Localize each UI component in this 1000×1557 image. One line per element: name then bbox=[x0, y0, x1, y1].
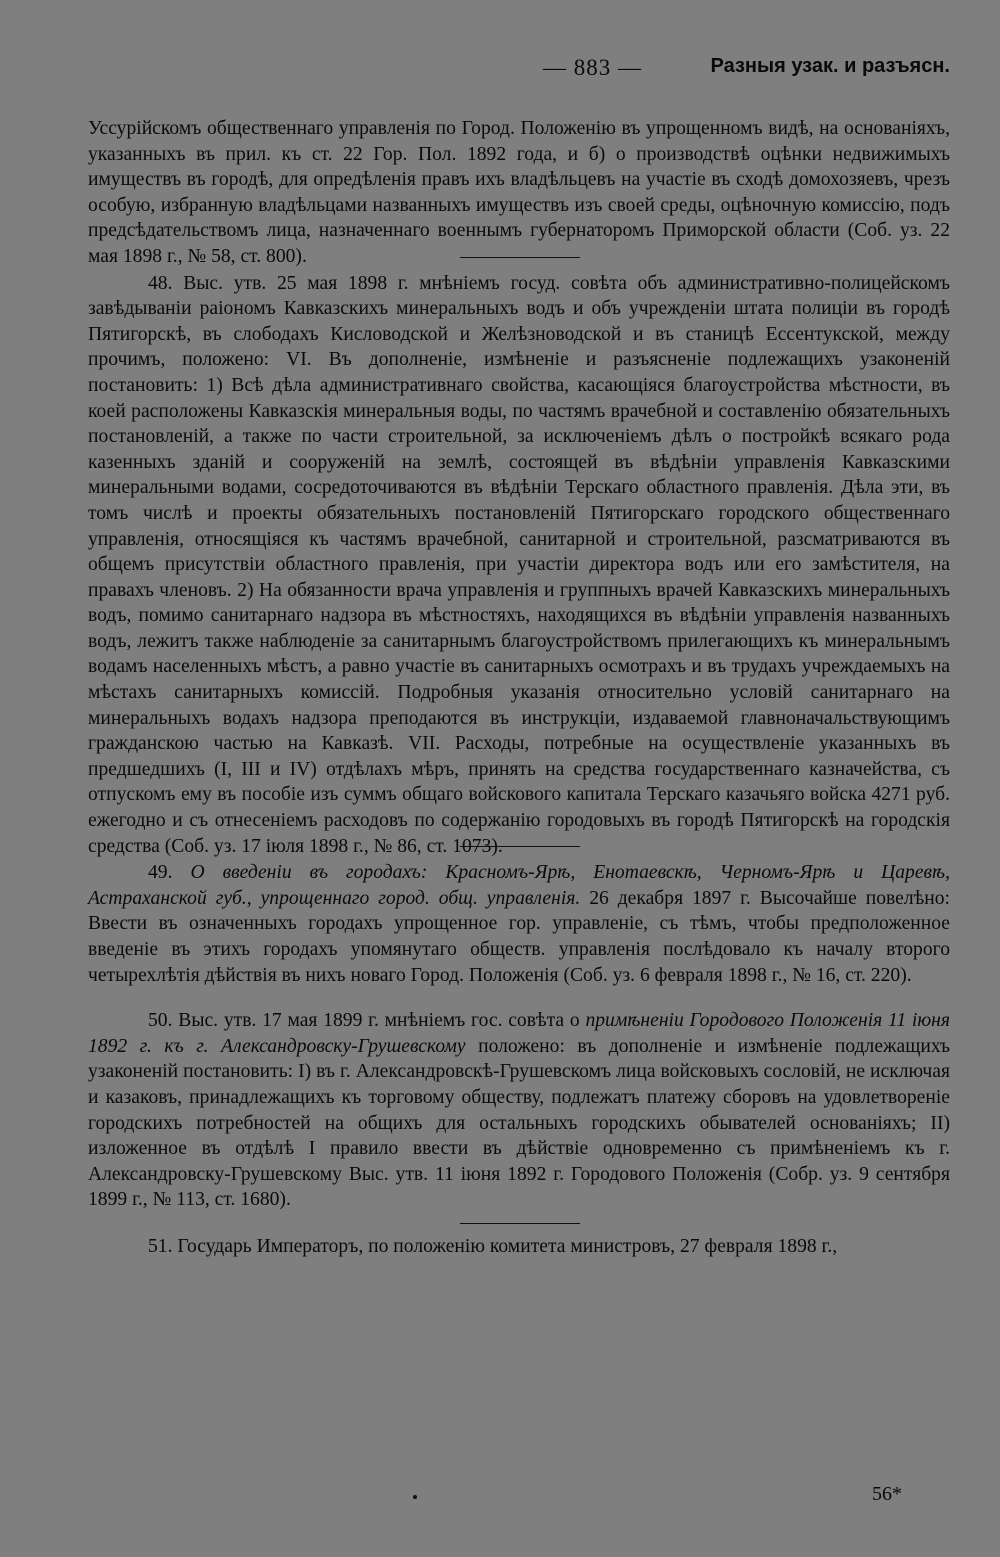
body-text bbox=[88, 116, 950, 1260]
paragraph-50-title: примѣненіи Городового Положенія 11 іюня 1892 г. къ г. Александровску-Грушевскому bbox=[88, 1010, 950, 1057]
paragraph-50-lead: 50. Выс. утв. 17 мая 1899 г. мнѣніемъ гос. совѣта о bbox=[148, 1010, 580, 1032]
page-number: — 883 — bbox=[543, 55, 642, 80]
page-header bbox=[88, 55, 950, 91]
section-divider bbox=[460, 257, 580, 258]
running-title: Разныя узак. и разъясн. bbox=[710, 55, 950, 77]
paragraph-intro: Уссурійскомъ общественнаго управленія по Город. Положенію въ упрощенномъ видѣ, на основаніяхъ, указанныхъ въ прил. къ ст. 22 Гор. Пол. 1892 года, и б) о производствѣ оцѣнки недвижимыхъ имуществъ въ городѣ, для опредѣленія правъ ихъ владѣльцевъ на участіе въ сходѣ домохозяевъ, чрезъ особую, избранную владѣльцами названныхъ имуществъ изъ своей среды, оцѣночную комиссію, подъ предсѣдательствомъ лица, назначеннаго военнымъ губернаторомъ Приморской области (Соб. уз. 22 мая 1898 г., № 58, ст. 800). bbox=[88, 118, 950, 267]
printer-signature: 56* bbox=[872, 1483, 902, 1505]
paragraph-50 bbox=[88, 1008, 950, 1213]
paragraph-49-text: 26 декабря 1897 г. Высочайше повелѣно: Ввести въ означенныхъ городахъ упрощенное гор. управленіе, съ тѣмъ, чтобы предположенное введеніе въ этихъ городахъ упомянутаго обществ. управленія послѣдовало къ началу второго четырехлѣтія дѣйствія въ нихъ новаго Город. Положенія (Соб. уз. 6 февраля 1898 г., № 16, ст. 220). bbox=[88, 887, 950, 986]
paragraph-49-number: 49. bbox=[148, 862, 173, 884]
paragraph-49-title: О введеніи въ городахъ: Красномъ-Ярѣ, Енотаевскѣ, Черномъ-Ярѣ и Царевѣ, Астраханской губ., упрощеннаго город. общ. управленія. bbox=[88, 862, 950, 909]
paragraph-48: 48. Выс. утв. 25 мая 1898 г. мнѣніемъ госуд. совѣта объ административно-полицейскомъ завѣдываніи раіономъ Кавказскихъ минеральныхъ водъ и объ учрежденіи штата полиціи въ городѣ Пятигорскѣ, въ слободахъ Кисловодской и Желѣзноводской и въ станицѣ Ессентукской, между прочимъ, положено: VI. Въ дополненіе, измѣненіе и разъясненіе подлежащихъ узаконеній постановить: 1) Всѣ дѣла административнаго свойства, касающіяся благоустройства мѣстности, въ коей расположены Кавказскія минеральныя воды, по частямъ врачебной и составленію обязательныхъ постановленій, а также по части строительной, за исключеніемъ дѣлъ о постройкѣ всякаго рода казенныхъ зданій и сооруженій на землѣ, состоящей въ вѣдѣніи управленія Кавказскими минеральными водами, сосредоточиваются въ вѣдѣніи Терскаго областного правленія. Дѣла эти, въ томъ числѣ и проекты обязательныхъ постановленій Пятигорскаго городского общественнаго управленія, относящіяся къ частямъ врачебной, санитарной и строительной, разсматриваются въ общемъ присутствіи областного правленія, при участіи директора водъ или его замѣстителя, на правахъ членовъ. 2) На обязанности врача управленія и группныхъ врачей Кавказскихъ минеральныхъ водъ, помимо санитарнаго надзора въ мѣстностяхъ, находящихся въ вѣдѣніи управленія названныхъ водъ, лежитъ также наблюденіе за санитарнымъ благоустройствомъ прилегающихъ къ минеральнымъ водамъ населенныхъ мѣстъ, а равно участіе въ санитарныхъ осмотрахъ и въ трудахъ учреждаемыхъ на мѣстахъ санитарныхъ комиссій. Подробныя указанія относительно условій санитарнаго на минеральныхъ водахъ надзора преподаются въ инструкціи, издаваемой главноначальствующимъ гражданскою частью на Кавказѣ. VII. Расходы, потребные на осуществленіе указанныхъ въ предшедшихъ (I, III и IV) отдѣлахъ мѣръ, принять на средства государственнаго казначейства, съ отпускомъ ему въ пособіе изъ суммъ общаго войскового капитала Терскаго казачьяго войска 4271 руб. ежегодно и съ отнесеніемъ расходовъ по содержанію городовыхъ въ городѣ Пятигорскѣ на городскія средства (Соб. уз. 17 іюля 1898 г., № 86, ст. 1073). bbox=[88, 272, 950, 857]
paragraph-51: 51. Государь Императоръ, по положенію комитета министровъ, 27 февраля 1898 г., bbox=[148, 1235, 838, 1257]
page-footer bbox=[88, 1483, 950, 1513]
section-divider bbox=[460, 1223, 580, 1224]
paragraph-50-text: положено: въ дополненіе и измѣненіе подлежащихъ узаконеній постановить: I) въ г. Александровскѣ-Грушевскомъ лица войсковыхъ сословій, не исключая и казаковъ, принадлежащихъ къ торговому обществу, подлежатъ платежу сборовъ на удовлетвореніе городскихъ потребностей на общихъ для остальныхъ городскихъ обывателей основаніяхъ; II) изложенное въ отдѣлѣ I правило ввести въ дѣйствіе одновременно съ примѣненіемъ къ г. Александровску-Грушевскому Выс. утв. 11 іюня 1892 г. Городового Положенія (Собр. уз. 9 сентября 1899 г., № 113, ст. 1680). bbox=[88, 1035, 951, 1211]
ink-dot bbox=[413, 1495, 417, 1499]
paragraph-49 bbox=[88, 860, 950, 988]
